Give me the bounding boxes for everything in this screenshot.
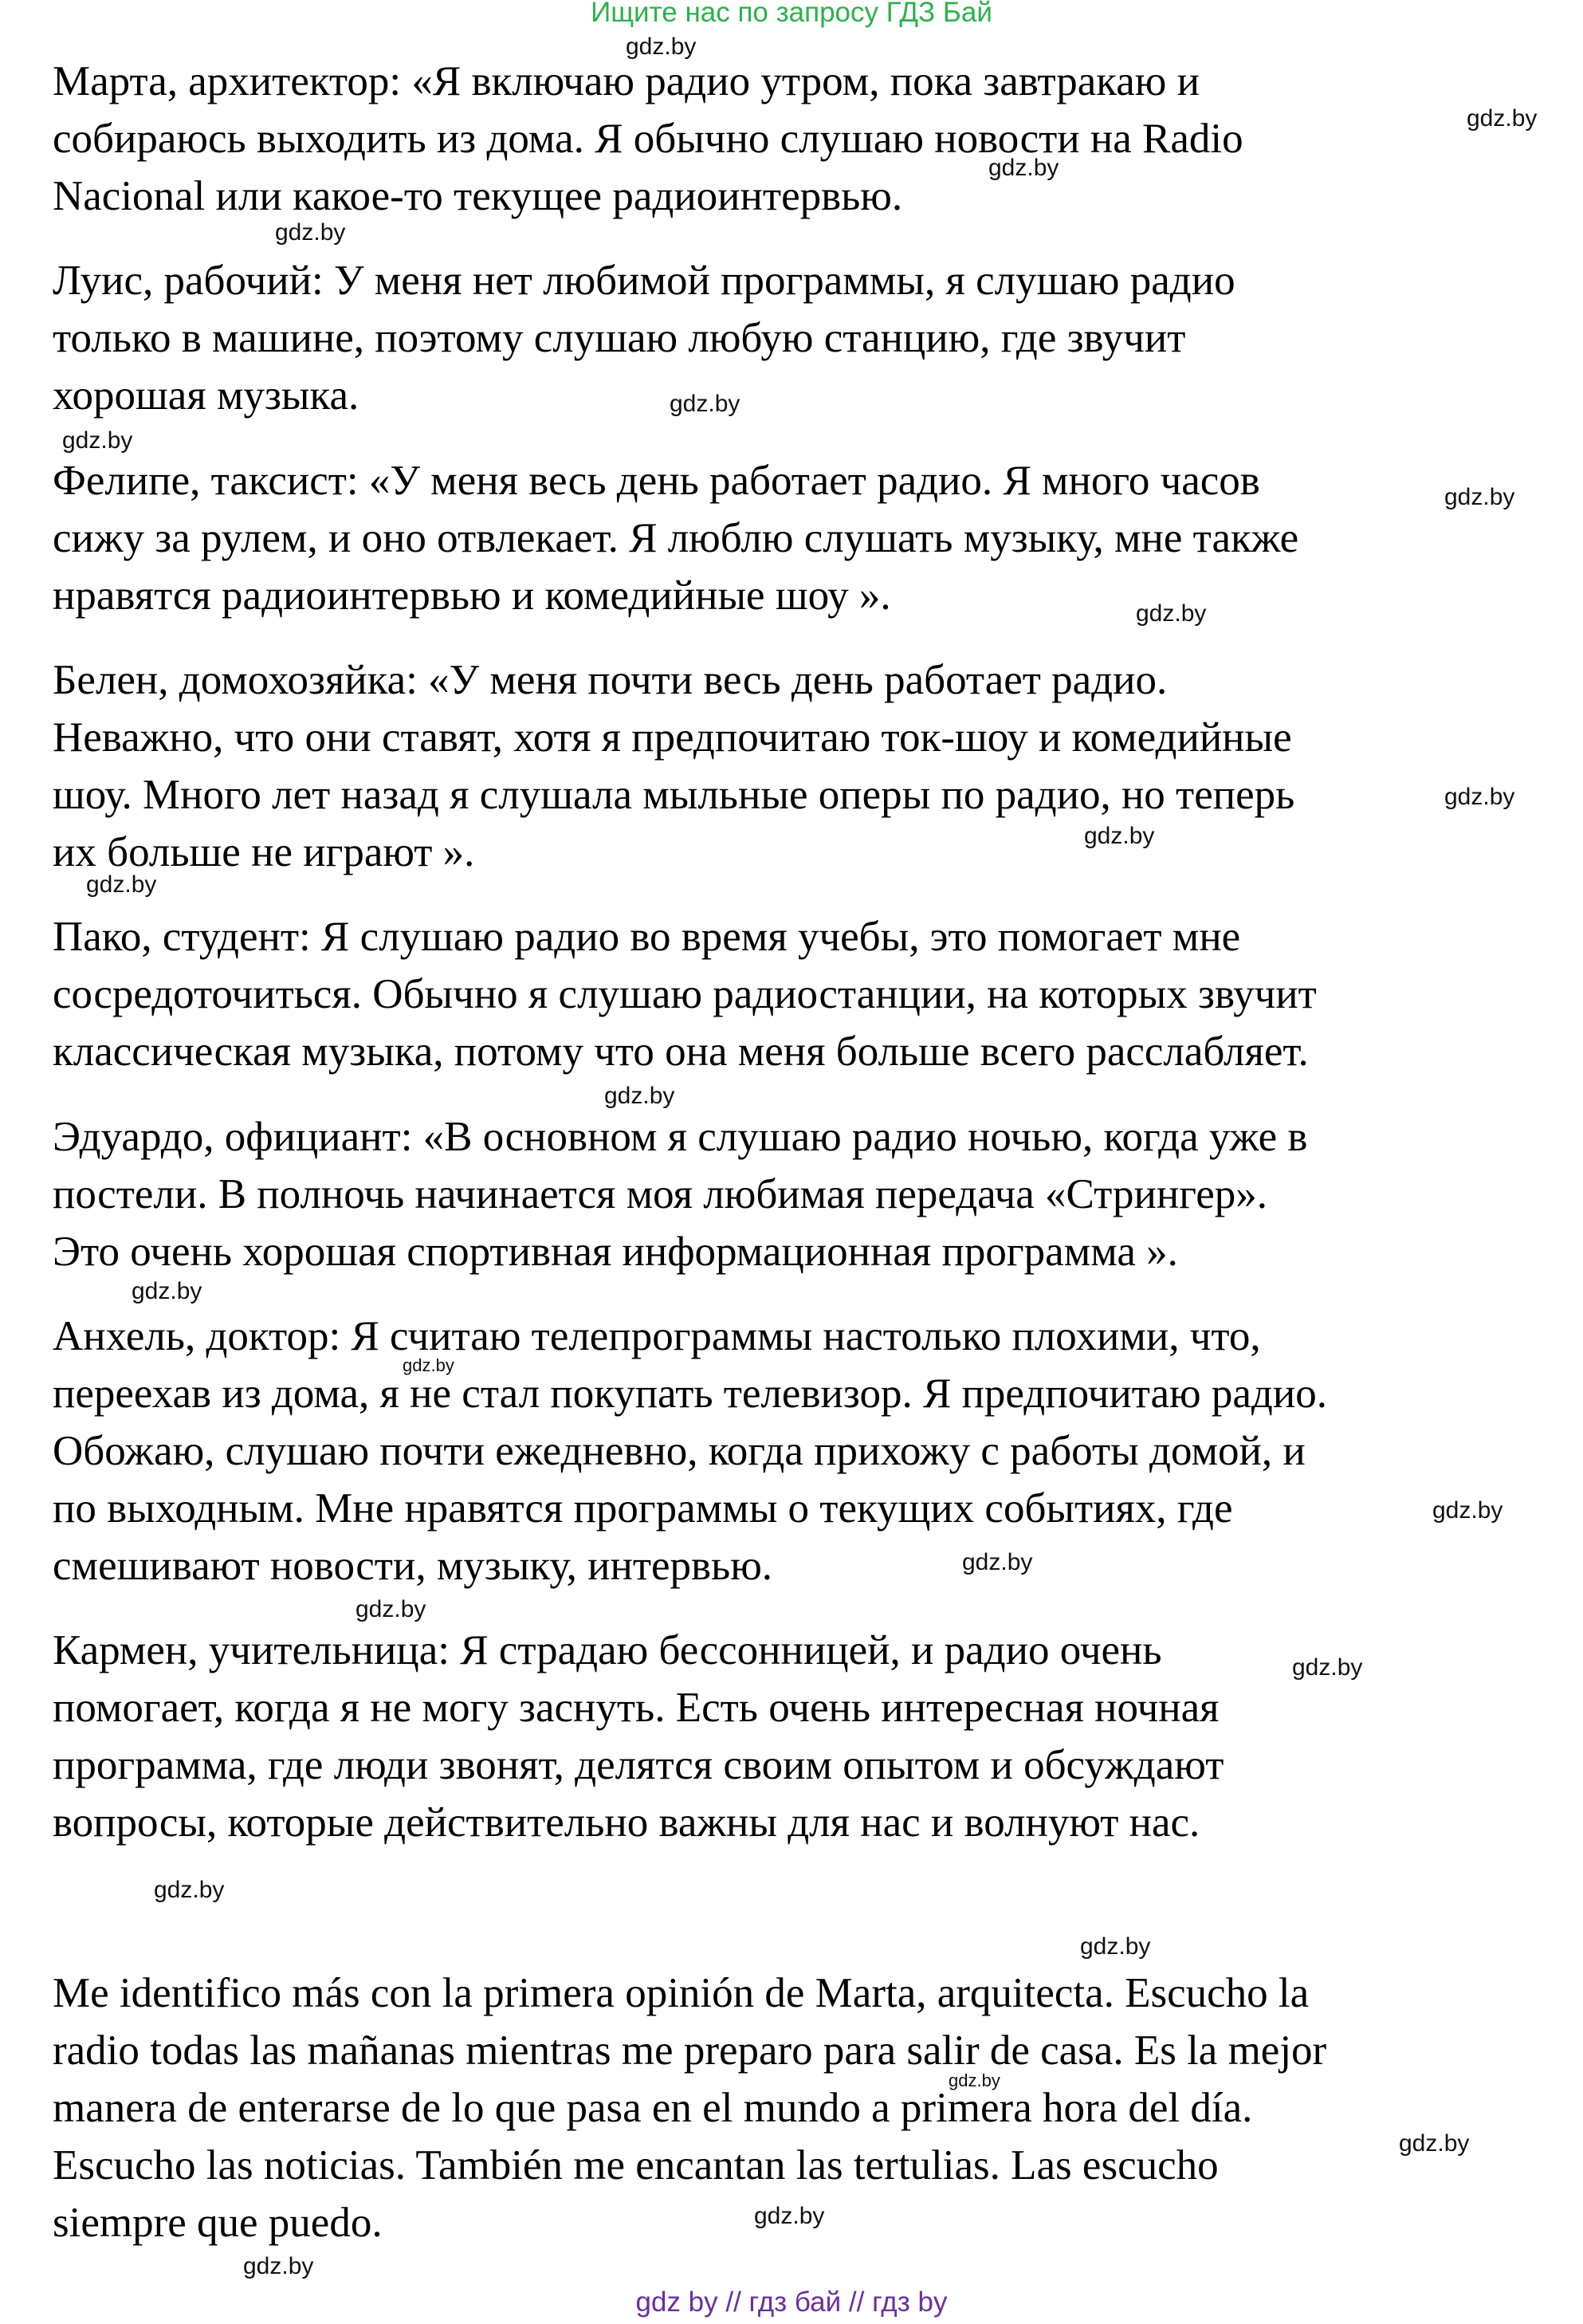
watermark: gdz.by — [1136, 600, 1207, 627]
text-line: Анхель, доктор: Я считаю телепрограммы настолько плохими, что, — [53, 1313, 1261, 1359]
watermark: gdz.by — [670, 391, 740, 417]
text-line: помогает, когда я не могу заснуть. Есть очень интересная ночная — [53, 1685, 1220, 1731]
text-line: вопросы, которые действительно важны для нас и волнуют нас. — [53, 1799, 1200, 1846]
text-line: Me identifico más con la primera opinión de Marta, arquitecta. Escucho la — [53, 1970, 1310, 2016]
text-line: собираюсь выходить из дома. Я обычно слушаю новости на Radio — [53, 116, 1243, 162]
text-line: сижу за рулем, и оно отвлекает. Я люблю слушать музыку, мне также — [53, 515, 1299, 561]
watermark: gdz.by — [962, 1549, 1033, 1575]
text-line: Пако, студент: Я слушаю радио во время учебы, это помогает мне — [53, 914, 1241, 960]
text-line: переехав из дома, я не стал покупать телевизор. Я предпочитаю радио. — [53, 1370, 1328, 1417]
text-line: смешивают новости, музыку, интервью. — [53, 1543, 773, 1589]
text-line: Escucho las noticias. También me encantan las tertulias. Las escucho — [53, 2142, 1219, 2188]
text-line: постели. В полночь начинается моя любимая передача «Стрингер». — [53, 1171, 1268, 1217]
watermark: gdz.by — [1432, 1497, 1503, 1524]
watermark: gdz.by — [1084, 823, 1155, 849]
text-line: шоу. Много лет назад я слушала мыльные оперы по радио, но теперь — [53, 772, 1295, 818]
text-line: программа, где люди звонят, делятся своим опытом и обсуждают — [53, 1742, 1224, 1788]
watermark: gdz.by — [1467, 105, 1538, 132]
paragraph-carmen — [53, 1622, 1471, 1851]
watermark: gdz.by — [62, 427, 133, 454]
paragraph-angel — [53, 1307, 1471, 1595]
paragraph-eduardo — [53, 1108, 1471, 1280]
watermark: gdz.by — [1292, 1654, 1363, 1681]
page-header-banner: Ищите нас по запросу ГДЗ Бай — [591, 0, 992, 28]
watermark: gdz.by — [132, 1278, 202, 1304]
text-line: Белен, домохозяйка: «У меня почти весь день работает радио. — [53, 657, 1168, 703]
text-line: manera de enterarse de lo que pasa en el mundo a primera hora del día. — [53, 2085, 1253, 2131]
text-line: Фелипе, таксист: «У меня весь день работает радио. Я много часов — [53, 458, 1260, 504]
text-line: Nacional или какое-то текущее радиоинтервью. — [53, 173, 903, 219]
text-line: Неважно, что они ставят, хотя я предпочитаю ток-шоу и комедийные — [53, 714, 1292, 761]
text-line: по выходным. Мне нравятся программы о текущих событиях, где — [53, 1485, 1233, 1532]
text-line: Кармен, учительница: Я страдаю бессонницей, и радио очень — [53, 1627, 1162, 1673]
text-line: только в машине, поэтому слушаю любую станцию, где звучит — [53, 315, 1186, 361]
text-line: siempre que puedo. — [53, 2200, 383, 2246]
watermark: gdz.by — [355, 1596, 426, 1622]
watermark: gdz.by — [403, 1355, 454, 1375]
watermark: gdz.by — [154, 1877, 225, 1903]
text-line: классическая музыка, потому что она меня больше всего расслабляет. — [53, 1028, 1309, 1075]
text-line: Обожаю, слушаю почти ежедневно, когда прихожу с работы домой, и — [53, 1428, 1306, 1474]
text-line: Это очень хорошая спортивная информационная программа ». — [53, 1229, 1178, 1275]
text-line: Марта, архитектор: «Я включаю радио утром, пока завтракаю и — [53, 58, 1200, 104]
text-line: Луис, рабочий: У меня нет любимой программы, я слушаю радио — [53, 258, 1235, 304]
watermark: gdz.by — [988, 155, 1059, 181]
watermark: gdz.by — [275, 219, 346, 246]
paragraph-felipe — [53, 452, 1471, 624]
paragraph-luis — [53, 252, 1471, 424]
watermark: gdz.by — [949, 2070, 1000, 2090]
watermark: gdz.by — [1399, 2130, 1470, 2157]
watermark: gdz.by — [243, 2253, 314, 2279]
paragraph-marta — [53, 53, 1471, 225]
watermark: gdz.by — [1444, 484, 1515, 510]
text-line: нравятся радиоинтервью и комедийные шоу ». — [53, 572, 891, 619]
watermark: gdz.by — [626, 33, 697, 60]
text-line: хорошая музыка. — [53, 372, 359, 419]
page-footer-banner: gdz by // гдз бай // гдз by — [635, 2287, 948, 2318]
text-line: их больше не играют ». — [53, 829, 475, 875]
text-line: сосредоточиться. Обычно я слушаю радиостанции, на которых звучит — [53, 971, 1317, 1017]
text-line: radio todas las mañanas mientras me preparo para salir de casa. Es la mejor — [53, 2027, 1327, 2074]
watermark: gdz.by — [86, 871, 157, 898]
paragraph-belen — [53, 651, 1471, 881]
watermark: gdz.by — [754, 2203, 825, 2229]
watermark: gdz.by — [604, 1083, 675, 1109]
watermark: gdz.by — [1444, 784, 1515, 810]
paragraph-paco — [53, 908, 1471, 1080]
watermark: gdz.by — [1080, 1933, 1151, 1960]
text-line: Эдуардо, официант: «В основном я слушаю радио ночью, когда уже в — [53, 1114, 1308, 1160]
